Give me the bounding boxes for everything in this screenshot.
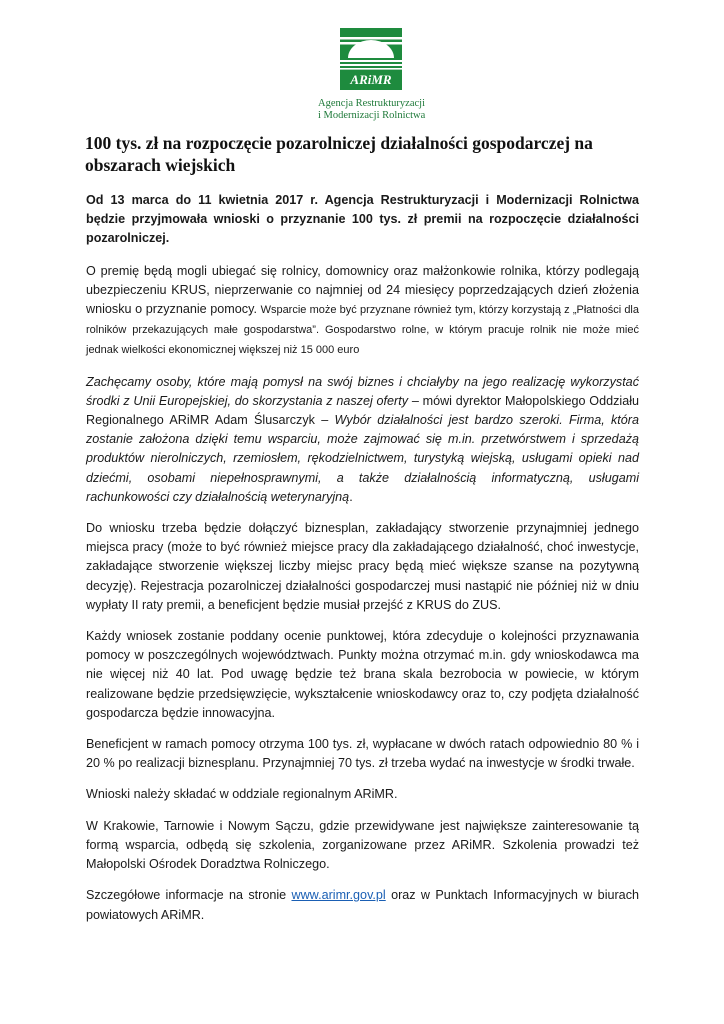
business-plan-paragraph: Do wniosku trzeba będzie dołączyć biznesplan, zakładający stworzenie przynajmniej jednego miejsca pracy (może to być również miejsce pracy dla zakładającego działalność, choć inwestycje, zakładające stworzenie większej liczby miejsc pracy będą mieć większe szanse na pozytywną decyzję). Rejestracja pozarolniczej działalności gospodarczej musi nastąpić nie później niż w dniu wypłaty II raty premii, a beneficjent będzie musiał przejść z KRUS do ZUS. bbox=[86, 521, 639, 612]
submission-paragraph: Wnioski należy składać w oddziale regionalnym ARiMR. bbox=[86, 787, 398, 802]
eligibility-main-text: O premię będą mogli ubiegać się rolnicy, domownicy oraz małżonkowie rolnika, którzy podlegają ubezpieczeniu KRUS, nieprzerwanie co najmniej od 24 miesięcy poprzedzających dzień złożenia wniosku o przyznanie pomocy. bbox=[86, 263, 639, 317]
article-body bbox=[86, 191, 639, 937]
agency-name-line-1: Agencja Restrukturyzacji bbox=[318, 98, 425, 109]
training-paragraph: W Krakowie, Tarnowie i Nowym Sączu, gdzie przewidywane jest największe zainteresowanie tą formą wsparcia, odbędą się szkolenia, zorganizowane przez ARiMR. Szkolenia prowadzi też Małopolski Ośrodek Doradztwa Rolniczego. bbox=[86, 818, 639, 872]
agency-logo bbox=[316, 28, 426, 122]
quote-end: . bbox=[349, 489, 353, 504]
info-paragraph bbox=[86, 886, 639, 924]
agency-name-line-2: i Modernizacji Rolnictwa bbox=[318, 110, 426, 121]
quote-part-2: Wybór działalności jest bardzo szeroki. Firma, która zostanie założona dzięki temu wsparciu, może zajmować się m.in. przetwórstwem i sprzedażą produktów nierolniczych, rzemiosłem, rękodzielnictwem, turystyką wiejską, usługami opieki nad dziećmi, osobami niepełnosprawnymi, a także działalnością informatyczną, usługami rachunkowości czy działalnością weterynaryjną bbox=[86, 413, 640, 504]
info-text-after: oraz w Punktach Informacyjnych w biurach powiatowych ARiMR. bbox=[86, 888, 639, 922]
quote-part-1: Zachęcamy osoby, które mają pomysł na swój biznes i chciałyby na jego realizację wykorzystać środki z Unii Europejskiej, do skorzystania z naszej oferty bbox=[86, 374, 639, 408]
eligibility-small-text: Wsparcie może być przyznane również tym, którzy korzystają z „Płatności dla rolników przekazujących małe gospodarstwa”. Gospodarstwo rolne, w którym pracuje rolnik nie może mieć jednak wielkości ekonomicznej większej niż 15 000 euro bbox=[86, 304, 639, 357]
payment-paragraph: Beneficjent w ramach pomocy otrzyma 100 tys. zł, wypłacane w dwóch ratach odpowiednio 80 % i 20 % po realizacji biznesplanu. Przynajmniej 70 tys. zł trzeba wydać na inwestycje w środki trwałe. bbox=[86, 737, 639, 771]
quote-paragraph bbox=[86, 373, 639, 507]
arimr-website-link[interactable]: www.arimr.gov.pl bbox=[291, 888, 386, 903]
arimr-logo-icon bbox=[340, 28, 402, 90]
eligibility-paragraph bbox=[86, 262, 639, 361]
lead-paragraph: Od 13 marca do 11 kwietnia 2017 r. Agencja Restrukturyzacji i Modernizacji Rolnictwa będzie przyjmowała wnioski o przyznanie 100 tys. zł premii na rozpoczęcie działalności pozarolniczej. bbox=[86, 193, 639, 246]
svg-text:ARiMR: ARiMR bbox=[350, 72, 392, 87]
quote-attribution: – mówi dyrektor Małopolskiego Oddziału Regionalnego ARiMR Adam Ślusarczyk – bbox=[86, 393, 639, 428]
scoring-paragraph: Każdy wniosek zostanie poddany ocenie punktowej, która zdecyduje o kolejności przyznawania pomocy w poszczególnych województwach. Punkty można otrzymać m.in. gdy wnioskodawca ma nie więcej niż 40 lat. Pod uwagę będzie też brana skala bezrobocia w powiecie, w którym realizowane będzie przedsięwzięcie, wykształcenie wnioskodawcy oraz to, czy podjęta działalność gospodarcza będzie innowacyjna. bbox=[86, 629, 639, 720]
info-text-before: Szczegółowe informacje na stronie bbox=[86, 888, 292, 903]
page-title: 100 tys. zł na rozpoczęcie pozarolniczej działalności gospodarczej na obszarach wiejskich bbox=[85, 133, 593, 175]
